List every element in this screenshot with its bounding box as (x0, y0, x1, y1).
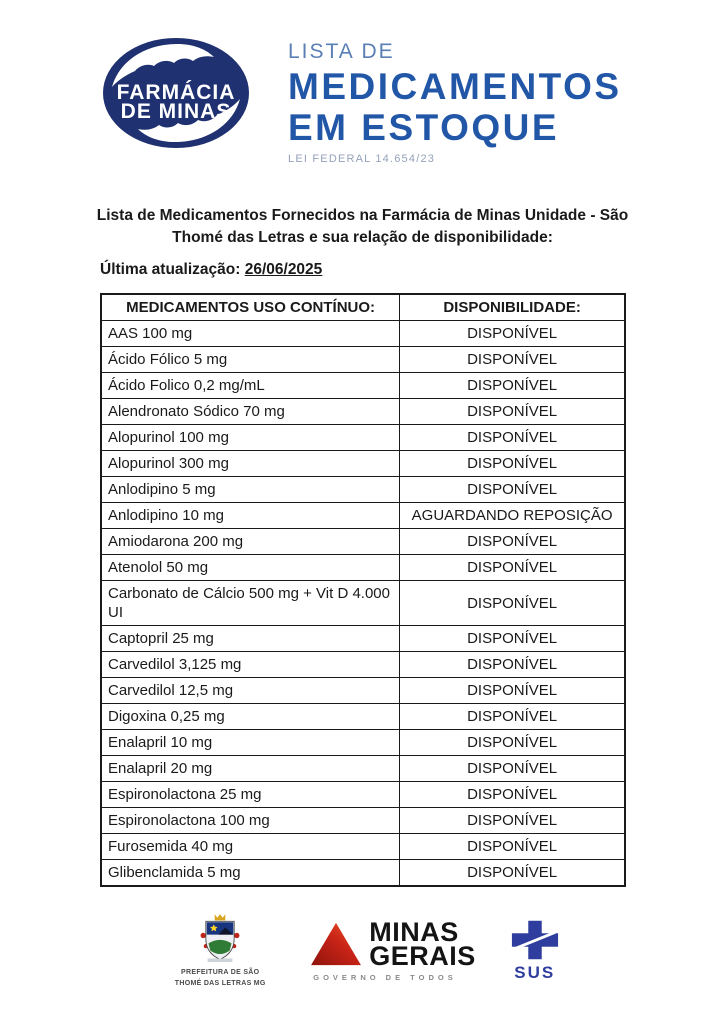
medication-name: Alopurinol 100 mg (101, 425, 400, 451)
medication-name: Ácido Fólico 5 mg (101, 347, 400, 373)
table-row (101, 652, 625, 678)
title-em-estoque: EM ESTOQUE (288, 107, 560, 148)
medication-name: Alendronato Sódico 70 mg (101, 399, 400, 425)
availability-column-header: DISPONIBILIDADE: (400, 294, 625, 321)
availability-status: DISPONÍVEL (400, 581, 625, 626)
availability-status: DISPONÍVEL (400, 782, 625, 808)
table-row (101, 782, 625, 808)
availability-status: DISPONÍVEL (400, 756, 625, 782)
medication-column-header: MEDICAMENTOS USO CONTÍNUO: (101, 294, 400, 321)
header (0, 0, 725, 165)
medication-name: Captopril 25 mg (101, 626, 400, 652)
logo-text-line1: FARMÁCIA (116, 81, 236, 104)
availability-status: AGUARDANDO REPOSIÇÃO (400, 503, 625, 529)
table-row (101, 704, 625, 730)
minas-gerais-logo (309, 916, 476, 983)
availability-status: DISPONÍVEL (400, 425, 625, 451)
medication-name: Anlodipino 10 mg (101, 503, 400, 529)
availability-status: DISPONÍVEL (400, 347, 625, 373)
availability-status: DISPONÍVEL (400, 652, 625, 678)
table-row (101, 756, 625, 782)
table-row (101, 860, 625, 887)
table-row (101, 425, 625, 451)
availability-status: DISPONÍVEL (400, 808, 625, 834)
title-medicamentos: MEDICAMENTOS (288, 66, 622, 107)
last-update-label: Última atualização: (100, 261, 241, 279)
availability-status: DISPONÍVEL (400, 373, 625, 399)
footer (0, 913, 725, 989)
availability-status: DISPONÍVEL (400, 626, 625, 652)
red-triangle-icon (309, 920, 363, 968)
medication-name: Carvedilol 3,125 mg (101, 652, 400, 678)
medication-name: Digoxina 0,25 mg (101, 704, 400, 730)
prefeitura-logo (165, 913, 275, 989)
medication-name: Carbonato de Cálcio 500 mg + Vit D 4.000 UI (101, 581, 400, 626)
table-row (101, 529, 625, 555)
table-row (101, 451, 625, 477)
medication-name: AAS 100 mg (101, 321, 400, 347)
availability-status: DISPONÍVEL (400, 477, 625, 503)
medications-table (100, 293, 626, 887)
availability-status: DISPONÍVEL (400, 678, 625, 704)
minas-text: MINAS (369, 916, 459, 947)
table-row (101, 477, 625, 503)
medication-name: Ácido Folico 0,2 mg/mL (101, 373, 400, 399)
medication-name: Furosemida 40 mg (101, 834, 400, 860)
availability-status: DISPONÍVEL (400, 529, 625, 555)
table-row (101, 581, 625, 626)
title-lista-de: LISTA DE (288, 40, 395, 63)
medication-name: Amiodarona 200 mg (101, 529, 400, 555)
availability-status: DISPONÍVEL (400, 730, 625, 756)
gerais-text: GERAIS (369, 940, 476, 971)
hands-circle-icon (100, 36, 252, 150)
sus-logo (510, 919, 560, 983)
governo-tagline: GOVERNO DE TODOS (313, 973, 457, 983)
availability-status: DISPONÍVEL (400, 451, 625, 477)
city-crest-icon (197, 913, 243, 965)
law-reference: LEI FEDERAL 14.654/23 (288, 153, 436, 165)
medication-name: Enalapril 10 mg (101, 730, 400, 756)
description-text: Lista de Medicamentos Fornecidos na Farmácia de Minas Unidade - São Thomé das Letras e sua relação de disponibilidade: (96, 207, 629, 246)
medication-name: Glibenclamida 5 mg (101, 860, 400, 887)
medication-name: Atenolol 50 mg (101, 555, 400, 581)
medication-name: Alopurinol 300 mg (101, 451, 400, 477)
medication-name: Enalapril 20 mg (101, 756, 400, 782)
table-row (101, 503, 625, 529)
table-row (101, 399, 625, 425)
table-row (101, 555, 625, 581)
last-update-date: 26/06/2025 (244, 261, 323, 279)
table-row (101, 321, 625, 347)
medication-name: Carvedilol 12,5 mg (101, 678, 400, 704)
table-row (101, 808, 625, 834)
table-body (101, 321, 625, 887)
availability-status: DISPONÍVEL (400, 704, 625, 730)
table-row (101, 834, 625, 860)
table-row (101, 373, 625, 399)
medication-name: Espironolactona 100 mg (101, 808, 400, 834)
last-update-line (100, 261, 725, 279)
prefeitura-name-line2: THOMÉ DAS LETRAS MG (174, 979, 266, 987)
table-row (101, 678, 625, 704)
sus-cross-icon (510, 919, 560, 961)
table-row (101, 626, 625, 652)
table-header-row (101, 294, 625, 321)
table-row (101, 730, 625, 756)
title-block (288, 36, 622, 165)
logo-text-line2: DE MINAS (120, 100, 232, 123)
prefeitura-name-line1: PREFEITURA DE SÃO (181, 969, 260, 977)
sus-text: SUS (514, 963, 556, 983)
availability-status: DISPONÍVEL (400, 321, 625, 347)
medication-name: Espironolactona 25 mg (101, 782, 400, 808)
availability-status: DISPONÍVEL (400, 860, 625, 887)
medication-name: Anlodipino 5 mg (101, 477, 400, 503)
table-row (101, 347, 625, 373)
farmacia-de-minas-logo (100, 36, 252, 155)
availability-status: DISPONÍVEL (400, 555, 625, 581)
availability-status: DISPONÍVEL (400, 834, 625, 860)
availability-status: DISPONÍVEL (400, 399, 625, 425)
